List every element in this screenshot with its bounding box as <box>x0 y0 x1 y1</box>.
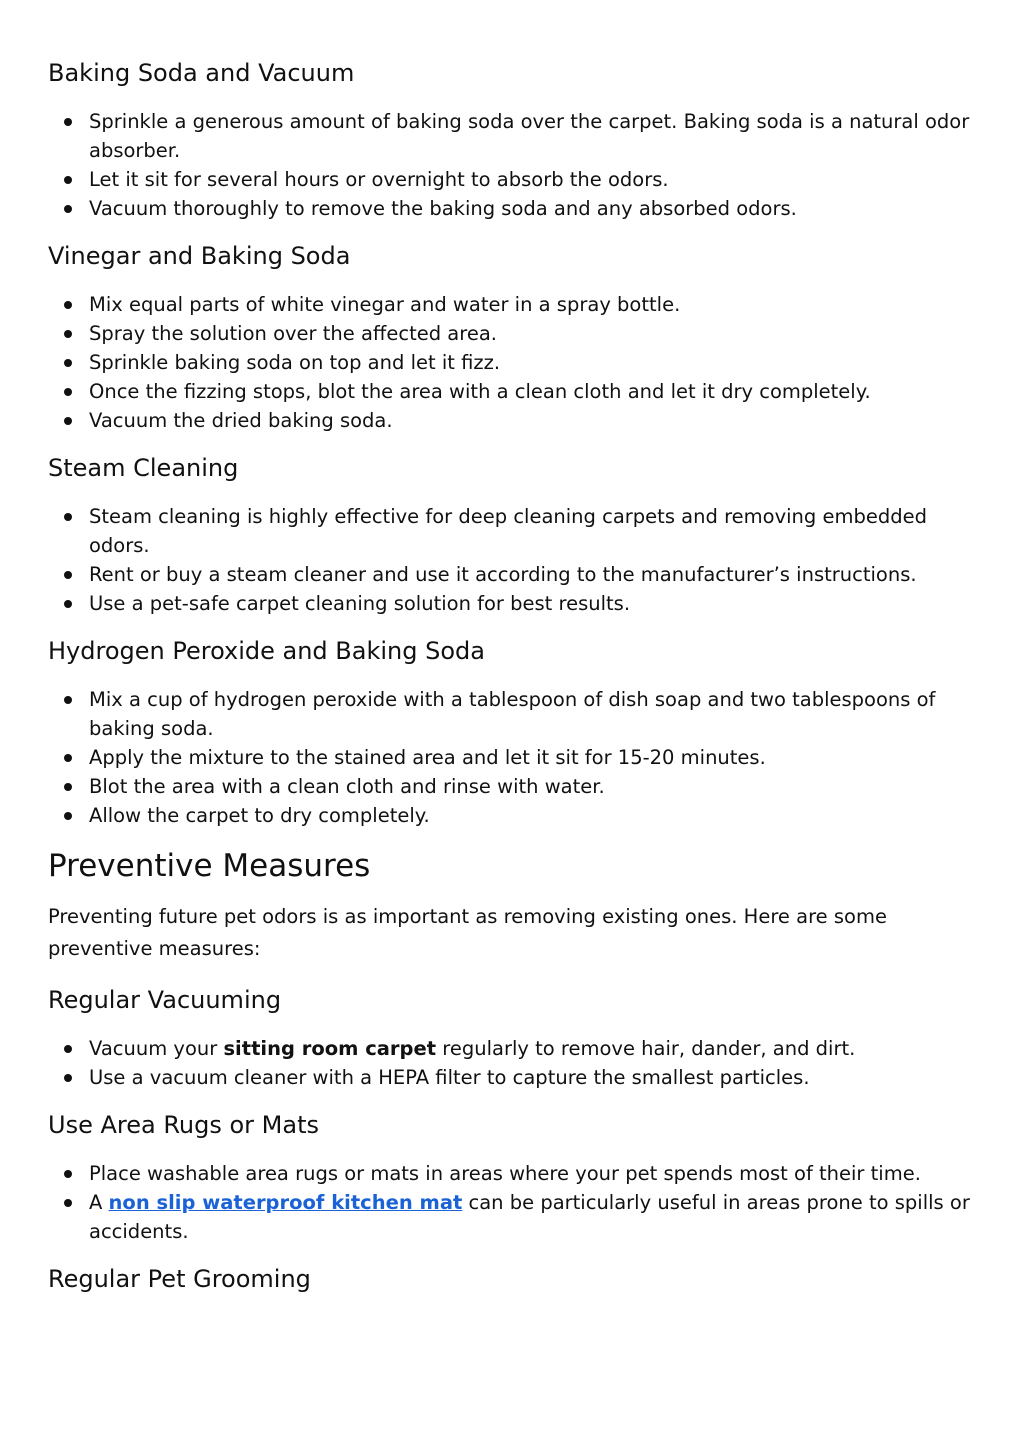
list-item-text: Mix equal parts of white vinegar and water in a spray bottle. <box>89 293 681 316</box>
list-item <box>48 165 978 194</box>
list-item-text-before: A <box>89 1191 109 1214</box>
list-item-text: Sprinkle a generous amount of baking soda over the carpet. Baking soda is a natural odor absorber. <box>89 110 970 162</box>
list-item <box>48 1063 978 1092</box>
bullet-icon <box>64 1074 72 1082</box>
list-item <box>48 348 978 377</box>
document-page <box>48 56 978 1313</box>
bullet-icon <box>64 417 72 425</box>
list-item-bold-text: sitting room carpet <box>223 1037 437 1060</box>
list-item <box>48 319 978 348</box>
major-heading-preventive-measures: Preventive Measures <box>48 848 371 884</box>
list-item-text: Place washable area rugs or mats in areas where your pet spends most of their time. <box>89 1162 921 1185</box>
list-item-text: Allow the carpet to dry completely. <box>89 804 430 827</box>
bullet-icon <box>64 812 72 820</box>
list-item <box>48 801 978 830</box>
list-item-text: Vacuum thoroughly to remove the baking soda and any absorbed odors. <box>89 197 797 220</box>
bullet-icon <box>64 359 72 367</box>
list-item-text-before: Vacuum your <box>89 1037 224 1060</box>
list-item <box>48 685 978 743</box>
section-heading-pet-grooming: Regular Pet Grooming <box>48 1265 311 1293</box>
bullet-icon <box>64 1199 72 1207</box>
list-item <box>48 1188 978 1246</box>
preventive-intro-paragraph: Preventing future pet odors is as important as removing existing ones. Here are some preventive measures: <box>48 905 887 960</box>
section-heading-steam-cleaning: Steam Cleaning <box>48 454 239 482</box>
list-item <box>48 772 978 801</box>
list-item <box>48 290 978 319</box>
list-item-text: Once the fizzing stops, blot the area with a clean cloth and let it dry completely. <box>89 380 871 403</box>
bullet-icon <box>64 696 72 704</box>
bullet-icon <box>64 330 72 338</box>
list-item <box>48 107 978 165</box>
list-item-text: Sprinkle baking soda on top and let it fizz. <box>89 351 501 374</box>
bullet-list-hydrogen-peroxide <box>48 685 978 830</box>
list-item-text: Let it sit for several hours or overnight to absorb the odors. <box>89 168 669 191</box>
bullet-icon <box>64 388 72 396</box>
bullet-list-baking-soda-vacuum <box>48 107 978 223</box>
bullet-list-regular-vacuuming <box>48 1034 978 1092</box>
bullet-icon <box>64 571 72 579</box>
list-item <box>48 194 978 223</box>
list-item <box>48 377 978 406</box>
section-heading-hydrogen-peroxide: Hydrogen Peroxide and Baking Soda <box>48 637 485 665</box>
bullet-icon <box>64 176 72 184</box>
list-item-text-after: regularly to remove hair, dander, and dirt. <box>436 1037 856 1060</box>
list-item-text-after: can be particularly useful in areas prone to spills or accidents. <box>89 1191 970 1243</box>
section-heading-regular-vacuuming: Regular Vacuuming <box>48 986 282 1014</box>
list-item-text: Apply the mixture to the stained area and let it sit for 15-20 minutes. <box>89 746 766 769</box>
bullet-icon <box>64 600 72 608</box>
list-item <box>48 589 978 618</box>
bullet-icon <box>64 1045 72 1053</box>
list-item-text: Use a vacuum cleaner with a HEPA filter to capture the smallest particles. <box>89 1066 810 1089</box>
bullet-icon <box>64 1170 72 1178</box>
list-item-text: Vacuum the dried baking soda. <box>89 409 393 432</box>
list-item <box>48 1159 978 1188</box>
bullet-icon <box>64 513 72 521</box>
list-item <box>48 1034 978 1063</box>
list-item-text: Blot the area with a clean cloth and rinse with water. <box>89 775 605 798</box>
list-item <box>48 743 978 772</box>
bullet-list-area-rugs <box>48 1159 978 1246</box>
list-item <box>48 502 978 560</box>
section-heading-baking-soda-vacuum: Baking Soda and Vacuum <box>48 59 355 87</box>
bullet-icon <box>64 205 72 213</box>
section-heading-area-rugs: Use Area Rugs or Mats <box>48 1111 320 1139</box>
list-item-text: Steam cleaning is highly effective for deep cleaning carpets and removing embedded odors. <box>89 505 927 557</box>
list-item <box>48 406 978 435</box>
kitchen-mat-link[interactable]: non slip waterproof kitchen mat <box>108 1191 463 1214</box>
bullet-list-steam-cleaning <box>48 502 978 618</box>
list-item-text: Rent or buy a steam cleaner and use it according to the manufacturer’s instructions. <box>89 563 917 586</box>
bullet-icon <box>64 754 72 762</box>
bullet-list-vinegar-baking-soda <box>48 290 978 435</box>
list-item-text: Spray the solution over the affected area. <box>89 322 497 345</box>
bullet-icon <box>64 118 72 126</box>
bullet-icon <box>64 783 72 791</box>
list-item-text: Mix a cup of hydrogen peroxide with a tablespoon of dish soap and two tablespoons of baking soda. <box>89 688 936 740</box>
list-item-text: Use a pet-safe carpet cleaning solution for best results. <box>89 592 631 615</box>
list-item <box>48 560 978 589</box>
section-heading-vinegar-baking-soda: Vinegar and Baking Soda <box>48 242 351 270</box>
bullet-icon <box>64 301 72 309</box>
